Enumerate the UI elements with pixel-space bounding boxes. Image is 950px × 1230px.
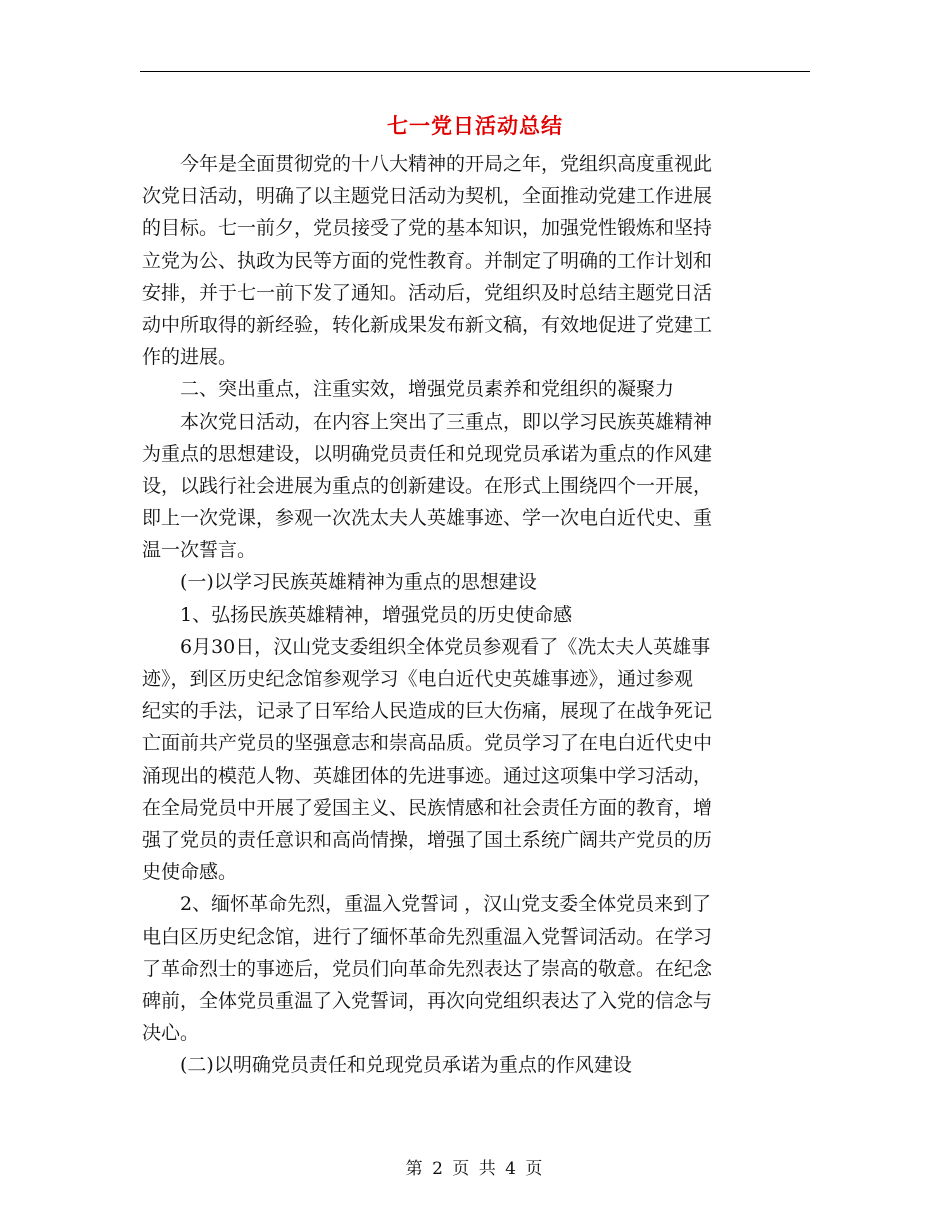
body-line: 立党为公、执政为民等方面的党性教育。并制定了明确的工作计划和: [142, 249, 713, 272]
body-line: (一)以学习民族英雄精神为重点的思想建设: [142, 571, 537, 594]
body-line: 作的进展。: [142, 346, 238, 369]
body-line: 迹》，到区历史纪念馆参观学习《电白近代史英雄事迹》，通过参观: [142, 668, 694, 690]
body-line: 了革命烈士的事迹后，党员们向革命先烈表达了崇高的敬意。在纪念: [142, 957, 713, 980]
body-line: 的目标。七一前夕，党员接受了党的基本知识，加强党性锻炼和坚持: [142, 217, 713, 240]
body-line: 在全局党员中开展了爱国主义、民族情感和社会责任方面的教育，增: [142, 796, 713, 819]
body-line: 动中所取得的新经验，转化新成果发布新文稿，有效地促进了党建工: [142, 313, 713, 336]
body-line: 电白区历史纪念馆，进行了缅怀革命先烈重温入党誓词活动。在学习: [142, 925, 713, 948]
body-line: 2、缅怀革命先烈，重温入党誓词 ，汉山党支委全体党员来到了: [142, 893, 712, 916]
body-line: 6月30日，汉山党支委组织全体党员参观看了《冼太夫人英雄事: [142, 635, 711, 658]
body-line: 设，以践行社会进展为重点的创新建设。在形式上围绕四个一开展，: [142, 474, 713, 497]
page-number-footer: 第 2 页 共 4 页: [405, 1159, 545, 1179]
body-line: 温一次誓言。: [142, 539, 257, 562]
body-line: 今年是全面贯彻党的十八大精神的开局之年，党组织高度重视此: [142, 153, 713, 175]
body-line: (二)以明确党员责任和兑现党员承诺为重点的作风建设: [142, 1054, 632, 1077]
document-title: 七一党日活动总结: [387, 113, 563, 138]
body-line: 碑前，全体党员重温了入党誓词，再次向党组织表达了入党的信念与: [142, 989, 713, 1012]
body-line: 本次党日活动，在内容上突出了三重点，即以学习民族英雄精神: [142, 410, 713, 433]
body-line: 史使命感。: [142, 861, 238, 884]
body-line: 即上一次党课，参观一次冼太夫人英雄事迹、学一次电白近代史、重: [142, 507, 713, 530]
header-rule: [140, 71, 810, 72]
body-line: 1、弘扬民族英雄精神，增强党员的历史使命感: [142, 603, 573, 626]
body-line: 二、突出重点，注重实效，增强党员素养和党组织的凝聚力: [142, 378, 675, 401]
body-line: 涌现出的模范人物、英雄团体的先进事迹。通过这项集中学习活动，: [142, 764, 713, 787]
document-body: [142, 148, 802, 1081]
body-line: 次党日活动，明确了以主题党日活动为契机，全面推动党建工作进展: [142, 185, 713, 208]
body-line: 纪实的手法，记录了日军给人民造成的巨大伤痛，展现了在战争死记: [142, 700, 713, 723]
body-line: 强了党员的责任意识和高尚情操，增强了国土系统广阔共产党员的历: [142, 828, 713, 851]
body-line: 亡面前共产党员的坚强意志和崇高品质。党员学习了在电白近代史中: [142, 732, 713, 755]
body-line: 决心。: [142, 1022, 200, 1045]
body-line: 安排，并于七一前下发了通知。活动后，党组织及时总结主题党日活: [142, 281, 713, 304]
body-line: 为重点的思想建设，以明确党员责任和兑现党员承诺为重点的作风建: [142, 442, 713, 465]
